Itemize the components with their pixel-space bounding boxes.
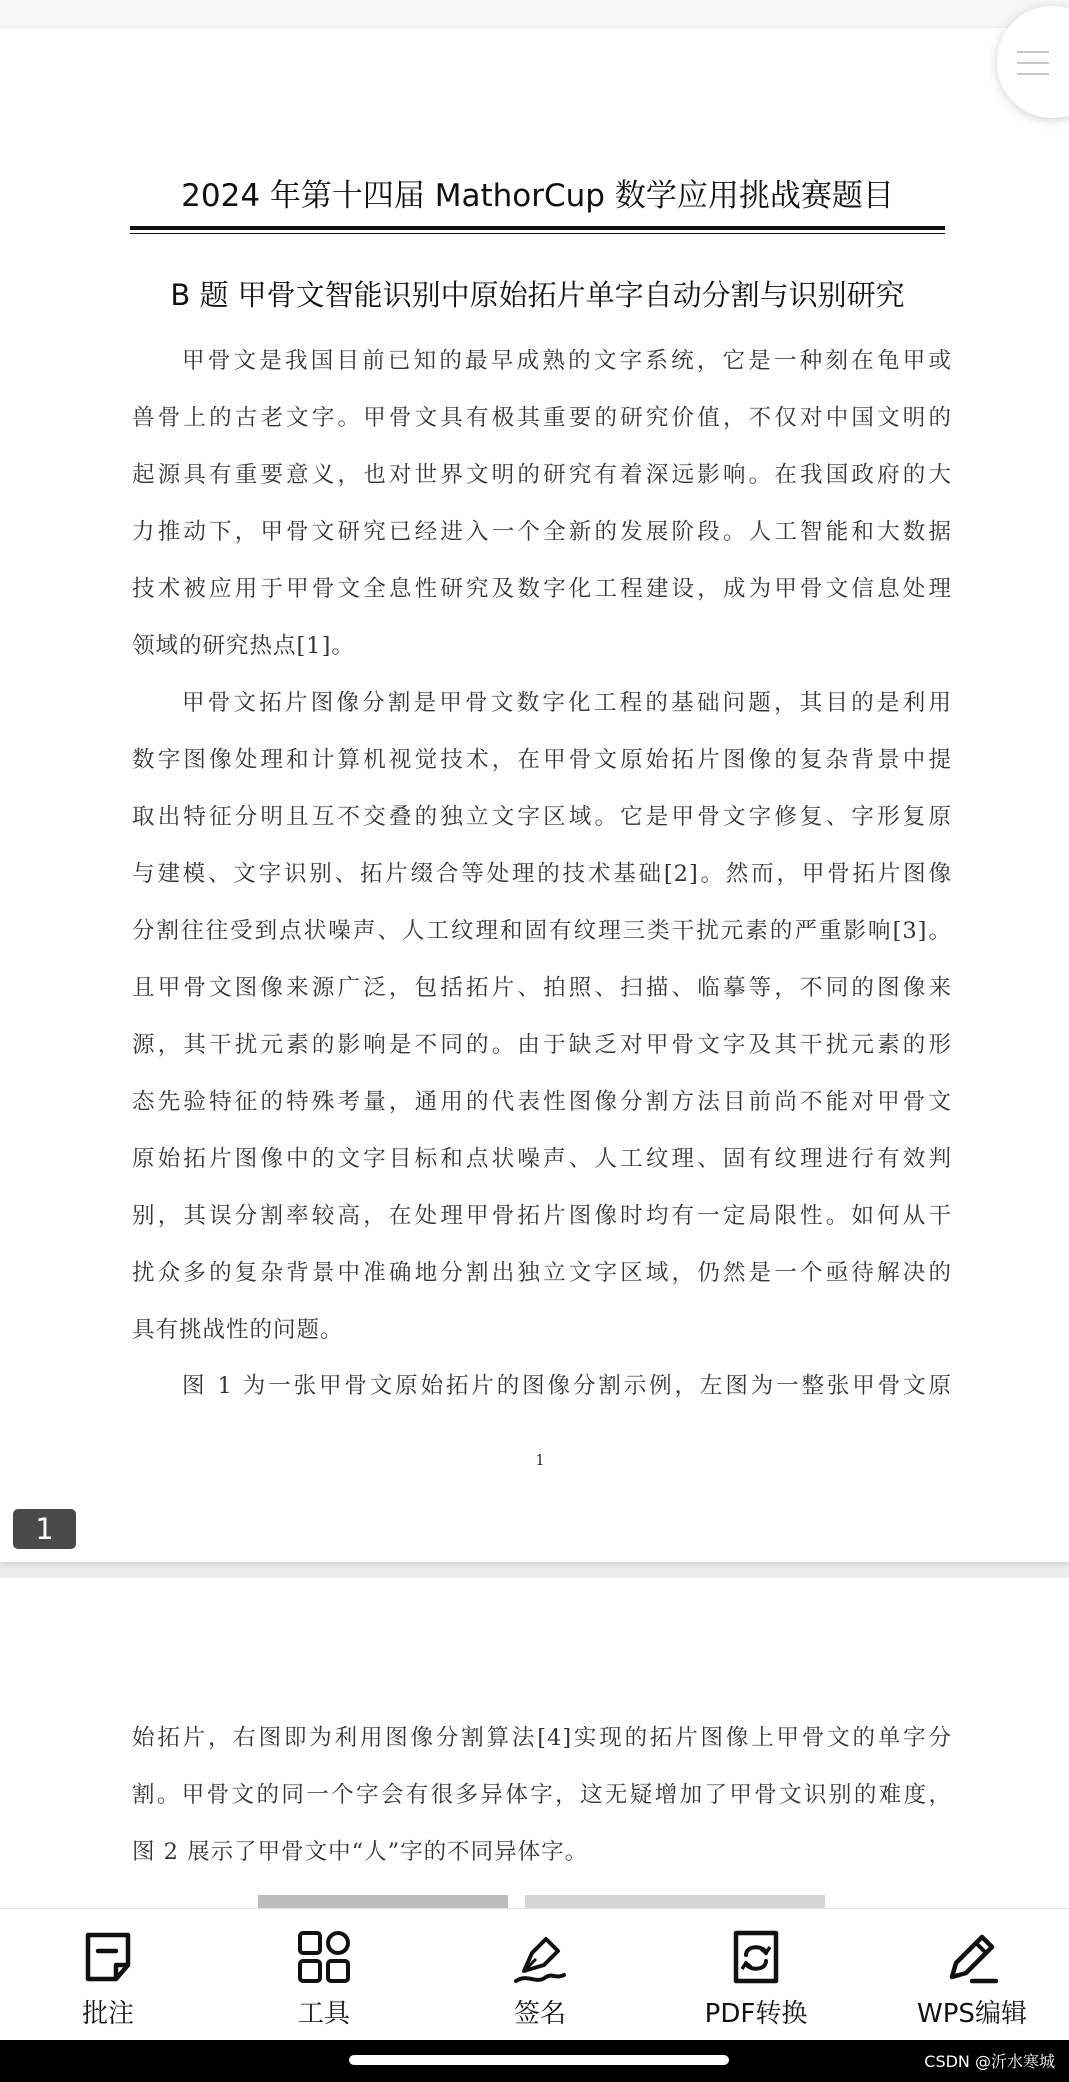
pdf-convert-label: PDF转换 <box>704 1999 808 2029</box>
text-line: 始拓片，右图即为利用图像分割算法[4]实现的拓片图像上甲骨文的单字分 <box>132 1725 952 1751</box>
text-line: 图 2 展示了甲骨文中“人”字的不同异体字。 <box>132 1839 589 1865</box>
signature-label: 签名 <box>513 1999 566 2029</box>
text-line: 甲骨文拓片图像分割是甲骨文数字化工程的基础问题，其目的是利用 <box>182 690 952 716</box>
signature-pen-icon <box>510 1927 570 1987</box>
home-indicator[interactable] <box>349 2055 729 2065</box>
annotate-button[interactable] <box>18 1909 198 2041</box>
page-number: 1 <box>535 1451 545 1469</box>
paragraph-3 <box>132 1358 952 1415</box>
text-line: 且甲骨文图像来源广泛，包括拓片、拍照、扫描、临摹等，不同的图像来 <box>132 975 952 1001</box>
annotate-note-icon <box>78 1927 138 1987</box>
edit-pencil-icon <box>942 1927 1002 1987</box>
text-line: 态先验特征的特殊考量，通用的代表性图像分割方法目前尚不能对甲骨文 <box>132 1089 952 1115</box>
watermark-text: CSDN @沂水寒城 <box>924 2052 1055 2071</box>
title-rule-thick <box>130 226 945 230</box>
tools-button[interactable] <box>234 1909 414 2041</box>
tools-grid-icon <box>294 1927 354 1987</box>
paragraph-2 <box>132 675 952 1359</box>
wps-edit-label: WPS编辑 <box>917 1999 1027 2029</box>
bottom-toolbar <box>0 1908 1069 2041</box>
document-title: 2024 年第十四届 MathorCup 数学应用挑战赛题目 <box>181 178 894 214</box>
top-strip <box>0 0 1069 29</box>
figure-image-right <box>525 1895 825 1909</box>
text-line: 兽骨上的古老文字。甲骨文具有极其重要的研究价值，不仅对中国文明的 <box>132 405 952 431</box>
signature-button[interactable] <box>450 1909 630 2041</box>
title-rule-thin <box>130 233 945 234</box>
text-line: 扰众多的复杂背景中准确地分割出独立文字区域，仍然是一个亟待解决的 <box>132 1260 952 1286</box>
text-line: 起源具有重要意义，也对世界文明的研究有着深远影响。在我国政府的大 <box>132 462 952 488</box>
text-line: 别，其误分割率较高，在处理甲骨拓片图像时均有一定局限性。如何从干 <box>132 1203 952 1229</box>
current-page-badge[interactable]: 1 <box>13 1509 76 1549</box>
text-line: 力推动下，甲骨文研究已经进入一个全新的发展阶段。人工智能和大数据 <box>132 519 952 545</box>
text-line: 数字图像处理和计算机视觉技术，在甲骨文原始拓片图像的复杂背景中提 <box>132 747 952 773</box>
text-line: 分割往往受到点状噪声、人工纹理和固有纹理三类干扰元素的严重影响[3]。 <box>132 918 952 944</box>
text-line: 原始拓片图像中的文字目标和点状噪声、人工纹理、固有纹理进行有效判 <box>132 1146 952 1172</box>
text-line: 具有挑战性的问题。 <box>132 1317 344 1343</box>
paragraph-1 <box>132 333 952 675</box>
text-line: 领域的研究热点[1]。 <box>132 633 355 659</box>
system-navigation-bar <box>0 2040 1069 2082</box>
text-line: 割。甲骨文的同一个字会有很多异体字，这无疑增加了甲骨文识别的难度， <box>132 1782 952 1808</box>
text-line: 取出特征分明且互不交叠的独立文字区域。它是甲骨文字修复、字形复原 <box>132 804 952 830</box>
menu-bar-icon <box>1017 73 1049 75</box>
wps-edit-button[interactable] <box>882 1909 1062 2041</box>
menu-bar-icon <box>1017 51 1049 53</box>
figure-image-left <box>258 1895 508 1909</box>
text-line: 与建模、文字识别、拓片缀合等处理的技术基础[2]。然而，甲骨拓片图像 <box>132 861 952 887</box>
annotate-label: 批注 <box>81 1999 134 2029</box>
problem-subtitle: B 题 甲骨文智能识别中原始拓片单字自动分割与识别研究 <box>170 278 905 312</box>
text-line: 技术被应用于甲骨文全息性研究及数字化工程建设，成为甲骨文信息处理 <box>132 576 952 602</box>
pdf-convert-icon <box>726 1927 786 1987</box>
pdf-convert-button[interactable] <box>666 1909 846 2041</box>
text-line: 甲骨文是我国目前已知的最早成熟的文字系统，它是一种刻在龟甲或 <box>182 348 952 374</box>
text-line: 图 1 为一张甲骨文原始拓片的图像分割示例，左图为一整张甲骨文原 <box>182 1373 952 1399</box>
paragraph-4 <box>132 1710 952 1881</box>
tools-label: 工具 <box>297 1999 350 2029</box>
text-line: 源，其干扰元素的影响是不同的。由于缺乏对甲骨文字及其干扰元素的形 <box>132 1032 952 1058</box>
menu-bar-icon <box>1017 62 1049 64</box>
